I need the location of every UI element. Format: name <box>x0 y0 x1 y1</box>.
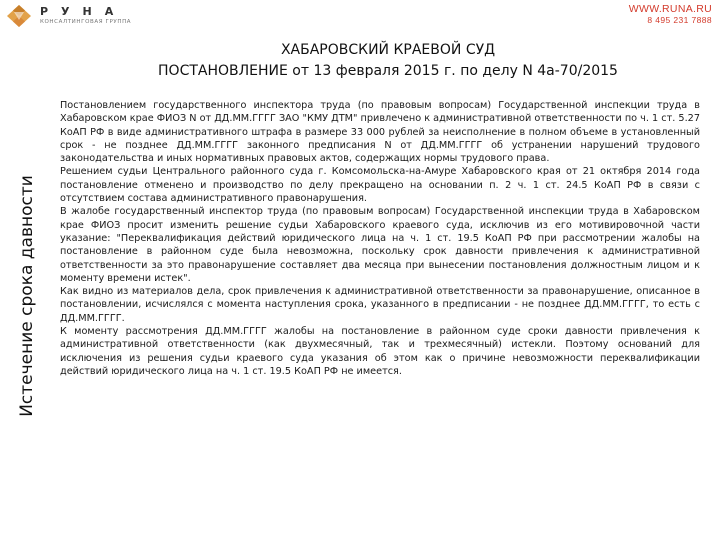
phone-number: 8 495 231 7888 <box>647 15 712 25</box>
website-link[interactable]: WWW.RUNA.RU <box>628 3 712 15</box>
ruling-title: ПОСТАНОВЛЕНИЕ от 13 февраля 2015 г. по делу N 4а-70/2015 <box>158 63 618 79</box>
side-label: Истечение срока давности <box>17 175 37 417</box>
page-header <box>0 0 720 32</box>
side-label-container <box>0 86 54 506</box>
contact-info <box>629 3 712 26</box>
paragraph: Решением судьи Центрального районного суда г. Комсомольска-на-Амуре Хабаровского края от 21 октября 2014 года постановление отменено и производство по делу прекращено на основании п. 2 ч. 1 ст. 24.5 КоАП РФ в связи с отсутствием состава административного правонарушения. <box>60 166 700 205</box>
company-logo[interactable] <box>6 4 146 28</box>
runa-logo-icon <box>6 4 32 28</box>
paragraph: К моменту рассмотрения ДД.ММ.ГГГГ жалобы на постановление в районном суде сроки давности привлечения к административной ответственности (как двухмесячный, так и трехмесячный) истекли. Поэтому оснований для исключения из решения судьи краевого суда указания об этом как о причине невозможности переквалификации действий юридического лица на ч. 1 ст. 19.5 КоАП РФ не имеется. <box>60 326 700 377</box>
logo-subtitle: КОНСАЛТИНГОВАЯ ГРУППА <box>40 19 132 25</box>
paragraph: Постановлением государственного инспектора труда (по правовым вопросам) Государственной инспекции труда в Хабаровском крае ФИОЗ N от ДД.ММ.ГГГГ ЗАО "КМУ ДТМ" привлечено к административной ответственности по ч. 1 ст. 5.27 КоАП РФ в виде административного штрафа в размере 33 000 рублей за неисполнение в полном объеме в установленный срок - не позднее ДД.ММ.ГГГГ законного предписания N от ДД.ММ.ГГГГ об устранении нарушений трудового законодательства и иных нормативных правовых актов, содержащих нормы трудового права. <box>60 100 700 165</box>
logo-name: РУНА <box>40 5 127 18</box>
paragraph: Как видно из материалов дела, срок привлечения к административной ответственности за правонарушение, описанное в постановлении, исчислялся с момента наступления срока, указанного в предписании - не позднее ДД.ММ.ГГГГ, то есть с ДД.ММ.ГГГГ. <box>60 286 700 324</box>
document-title <box>56 40 720 82</box>
paragraph: В жалобе государственный инспектор труда (по правовым вопросам) Государственной инспекции труда в Хабаровском крае ФИОЗ просит изменить решение судьи Хабаровского краевого суда, исключив из его мотивировочной части указание: "Переквалификация действий юридического лица на ч. 1 ст. 19.5 КоАП РФ при рассмотрении жалобы на постановление в районном суде была невозможна, поскольку срок давности привлечения к административной ответственности за это правонарушение составляет два месяца при вынесении постановления должностным лицом и к моменту времени истек". <box>60 206 700 284</box>
document-body <box>60 99 700 378</box>
court-name: ХАБАРОВСКИЙ КРАЕВОЙ СУД <box>280 42 496 58</box>
